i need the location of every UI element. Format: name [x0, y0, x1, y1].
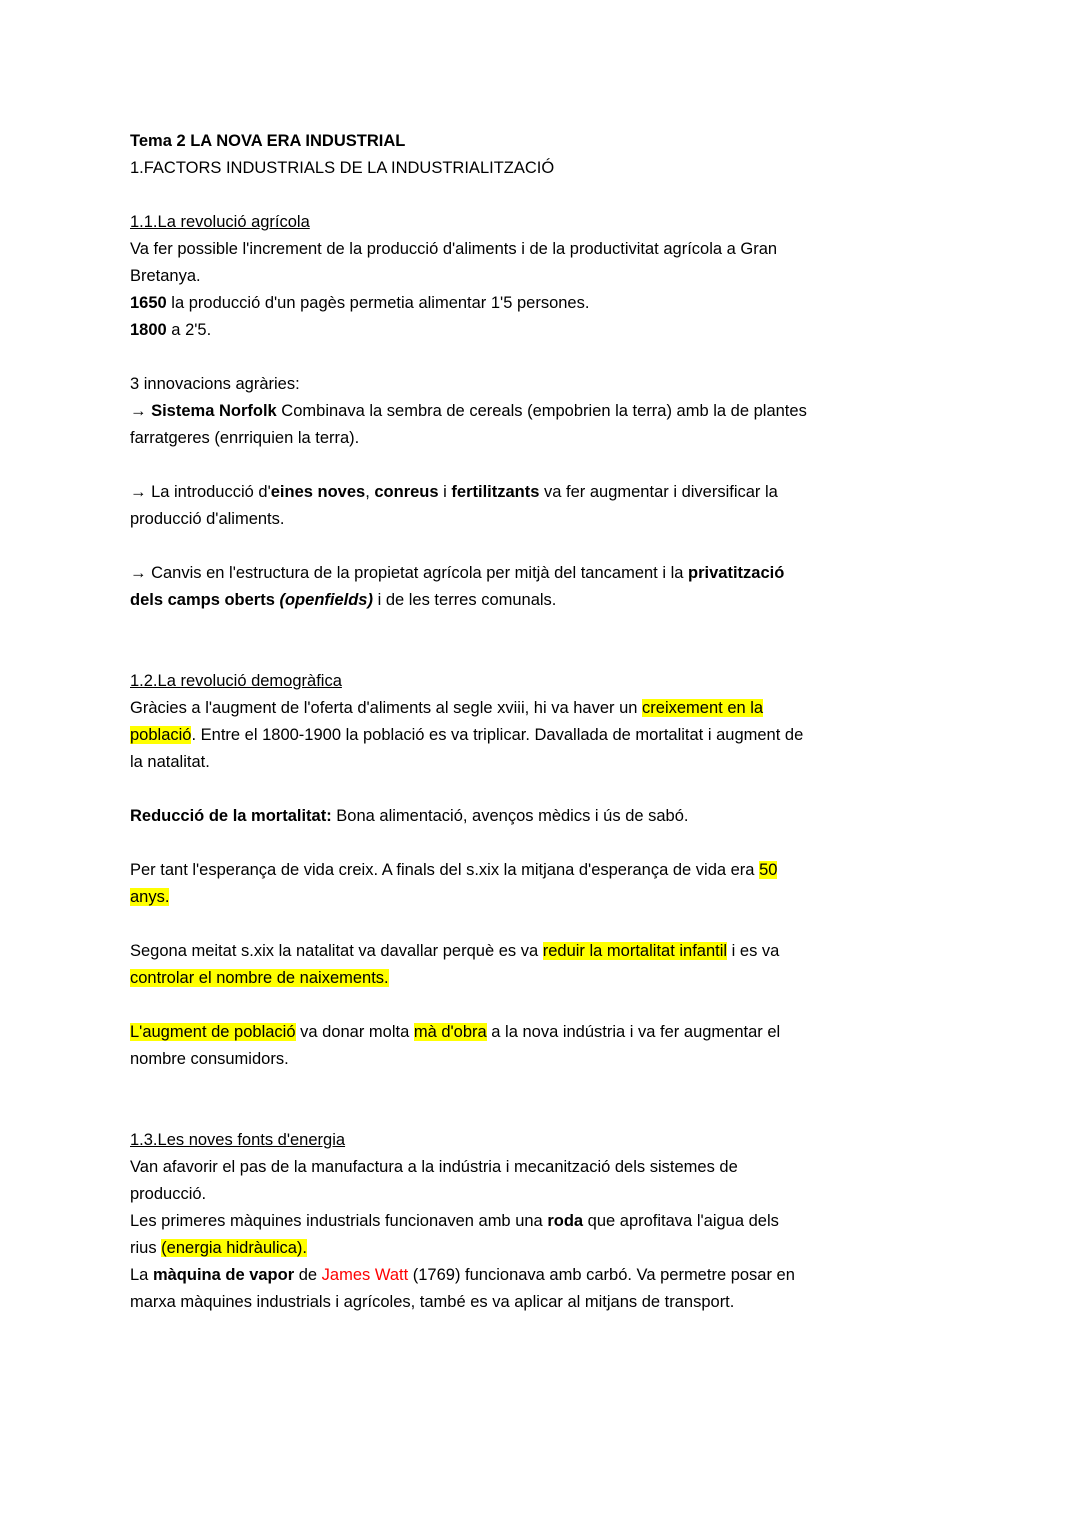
text-line	[130, 506, 1030, 533]
text-run: i	[438, 483, 452, 501]
paragraph-property-changes	[130, 560, 1030, 614]
red-text: James Watt	[321, 1266, 409, 1284]
text-run: La	[130, 1266, 153, 1284]
text-run: la producció d'un pagès permetia alimentar 1'5 persones.	[166, 294, 590, 312]
text-line	[130, 884, 1030, 911]
text-run: producció.	[130, 1185, 207, 1203]
text-run: que aprofitava l'aigua dels	[583, 1212, 779, 1230]
text-run: 1650	[130, 294, 167, 312]
text-line	[130, 263, 1030, 290]
paragraph-new-tools	[130, 479, 1030, 533]
text-line	[130, 857, 1030, 884]
text-line	[130, 398, 1030, 425]
highlighted-text: anys.	[130, 888, 170, 906]
text-run: ,	[365, 483, 375, 501]
text-line	[130, 803, 1030, 830]
text-run: (1769) funcionava amb carbó. Va permetre posar en	[408, 1266, 795, 1284]
text-run: → La introducció d'	[130, 483, 271, 501]
text-line	[130, 1208, 1030, 1235]
text-run: marxa màquines industrials i agrícoles, també es va aplicar al mitjans de transport.	[130, 1293, 735, 1311]
text-run: nombre consumidors.	[130, 1050, 289, 1068]
paragraph-agricultural-revolution	[130, 236, 1030, 344]
highlighted-text: mà d'obra	[413, 1023, 487, 1041]
text-run: roda	[547, 1212, 584, 1230]
text-line	[130, 209, 1030, 236]
highlighted-text: reduir la mortalitat infantil	[542, 942, 728, 960]
text-line	[130, 479, 1030, 506]
text-line	[130, 128, 1030, 155]
text-run: a la nova indústria i va fer augmentar el	[486, 1023, 781, 1041]
text-line	[130, 155, 1030, 182]
heading-text: 1.3.Les noves fonts d'energia	[130, 1131, 346, 1149]
text-run: de	[294, 1266, 322, 1284]
text-line	[130, 1289, 1030, 1316]
text-run: Va fer possible l'increment de la producció d'aliments i de la productivitat agrícola a Gran	[130, 240, 778, 258]
text-run: Sistema Norfolk	[151, 402, 277, 420]
text-run: Combinava la sembra de cereals (empobrien la terra) amb la de plantes	[276, 402, 807, 420]
text-line	[130, 425, 1030, 452]
text-run: 1.FACTORS INDUSTRIALS DE LA INDUSTRIALITZACIÓ	[130, 159, 555, 177]
text-run: Les primeres màquines industrials funcionaven amb una	[130, 1212, 548, 1230]
highlighted-text: 50	[759, 861, 778, 879]
heading-text: 1.2.La revolució demogràfica	[130, 672, 342, 690]
text-line	[130, 965, 1030, 992]
text-line	[130, 290, 1030, 317]
text-line	[130, 1154, 1030, 1181]
paragraph-natality	[130, 938, 1030, 992]
paragraph-life-expectancy	[130, 857, 1030, 911]
text-run: Gràcies a l'augment de l'oferta d'aliments al segle xviii, hi va haver un	[130, 699, 643, 717]
text-run: →	[130, 402, 152, 420]
text-run: a 2'5.	[166, 321, 212, 339]
text-run: Segona meitat s.xix la natalitat va davallar perquè es va	[130, 942, 543, 960]
text-line	[130, 1019, 1030, 1046]
text-line	[130, 1235, 1030, 1262]
document-page	[130, 128, 1030, 1316]
paragraph-population-growth	[130, 1019, 1030, 1073]
highlighted-text: controlar el nombre de naixements.	[130, 969, 389, 987]
paragraph-energy	[130, 1154, 1030, 1316]
text-run: Bretanya.	[130, 267, 201, 285]
text-line	[130, 1127, 1030, 1154]
document-title-block	[130, 128, 1030, 182]
text-run: conreus	[374, 483, 439, 501]
text-run: (openfields)	[279, 591, 373, 609]
text-line	[130, 1181, 1030, 1208]
text-line	[130, 236, 1030, 263]
text-line	[130, 371, 1030, 398]
highlighted-text: població	[130, 726, 192, 744]
text-line	[130, 587, 1030, 614]
text-run: → Canvis en l'estructura de la propietat agrícola per mitjà del tancament i la	[130, 564, 689, 582]
text-run: va fer augmentar i diversificar la	[539, 483, 778, 501]
text-run: Per tant l'esperança de vida creix. A finals del s.xix la mitjana d'esperança de vida era	[130, 861, 760, 879]
text-run: 3 innovacions agràries:	[130, 375, 300, 393]
text-run: eines noves	[270, 483, 366, 501]
section-heading-1-1	[130, 209, 1030, 236]
text-run: i de les terres comunals.	[372, 591, 557, 609]
text-line	[130, 1046, 1030, 1073]
text-run: . Entre el 1800-1900 la població es va triplicar. Davallada de mortalitat i augment de	[191, 726, 804, 744]
text-run: va donar molta	[295, 1023, 414, 1041]
highlighted-text: creixement en la	[642, 699, 764, 717]
text-run: 1800	[130, 321, 167, 339]
text-run: dels camps oberts	[130, 591, 280, 609]
highlighted-text: L'augment de població	[130, 1023, 296, 1041]
text-line	[130, 938, 1030, 965]
text-run: farratgeres (enrriquien la terra).	[130, 429, 360, 447]
text-run: fertilitzants	[451, 483, 540, 501]
section-heading-1-3	[130, 1127, 1030, 1154]
highlighted-text: (energia hidràulica).	[161, 1239, 307, 1257]
section-heading-1-2	[130, 668, 1030, 695]
text-run: producció d'aliments.	[130, 510, 285, 528]
text-line	[130, 668, 1030, 695]
text-run: privatització	[688, 564, 785, 582]
text-line	[130, 722, 1030, 749]
text-run: Bona alimentació, avenços mèdics i ús de sabó.	[331, 807, 689, 825]
text-line	[130, 560, 1030, 587]
heading-text: 1.1.La revolució agrícola	[130, 213, 310, 231]
text-line	[130, 695, 1030, 722]
paragraph-demographic	[130, 695, 1030, 776]
text-run: la natalitat.	[130, 753, 210, 771]
text-line	[130, 749, 1030, 776]
text-run: i es va	[727, 942, 780, 960]
text-line	[130, 317, 1030, 344]
paragraph-innovations	[130, 371, 1030, 452]
text-run: Van afavorir el pas de la manufactura a la indústria i mecanització dels sistemes de	[130, 1158, 738, 1176]
text-line	[130, 1262, 1030, 1289]
text-run: rius	[130, 1239, 162, 1257]
text-run: Tema 2 LA NOVA ERA INDUSTRIAL	[130, 132, 406, 150]
paragraph-mortality	[130, 803, 1030, 830]
text-run: Reducció de la mortalitat:	[130, 807, 332, 825]
text-run: màquina de vapor	[152, 1266, 295, 1284]
